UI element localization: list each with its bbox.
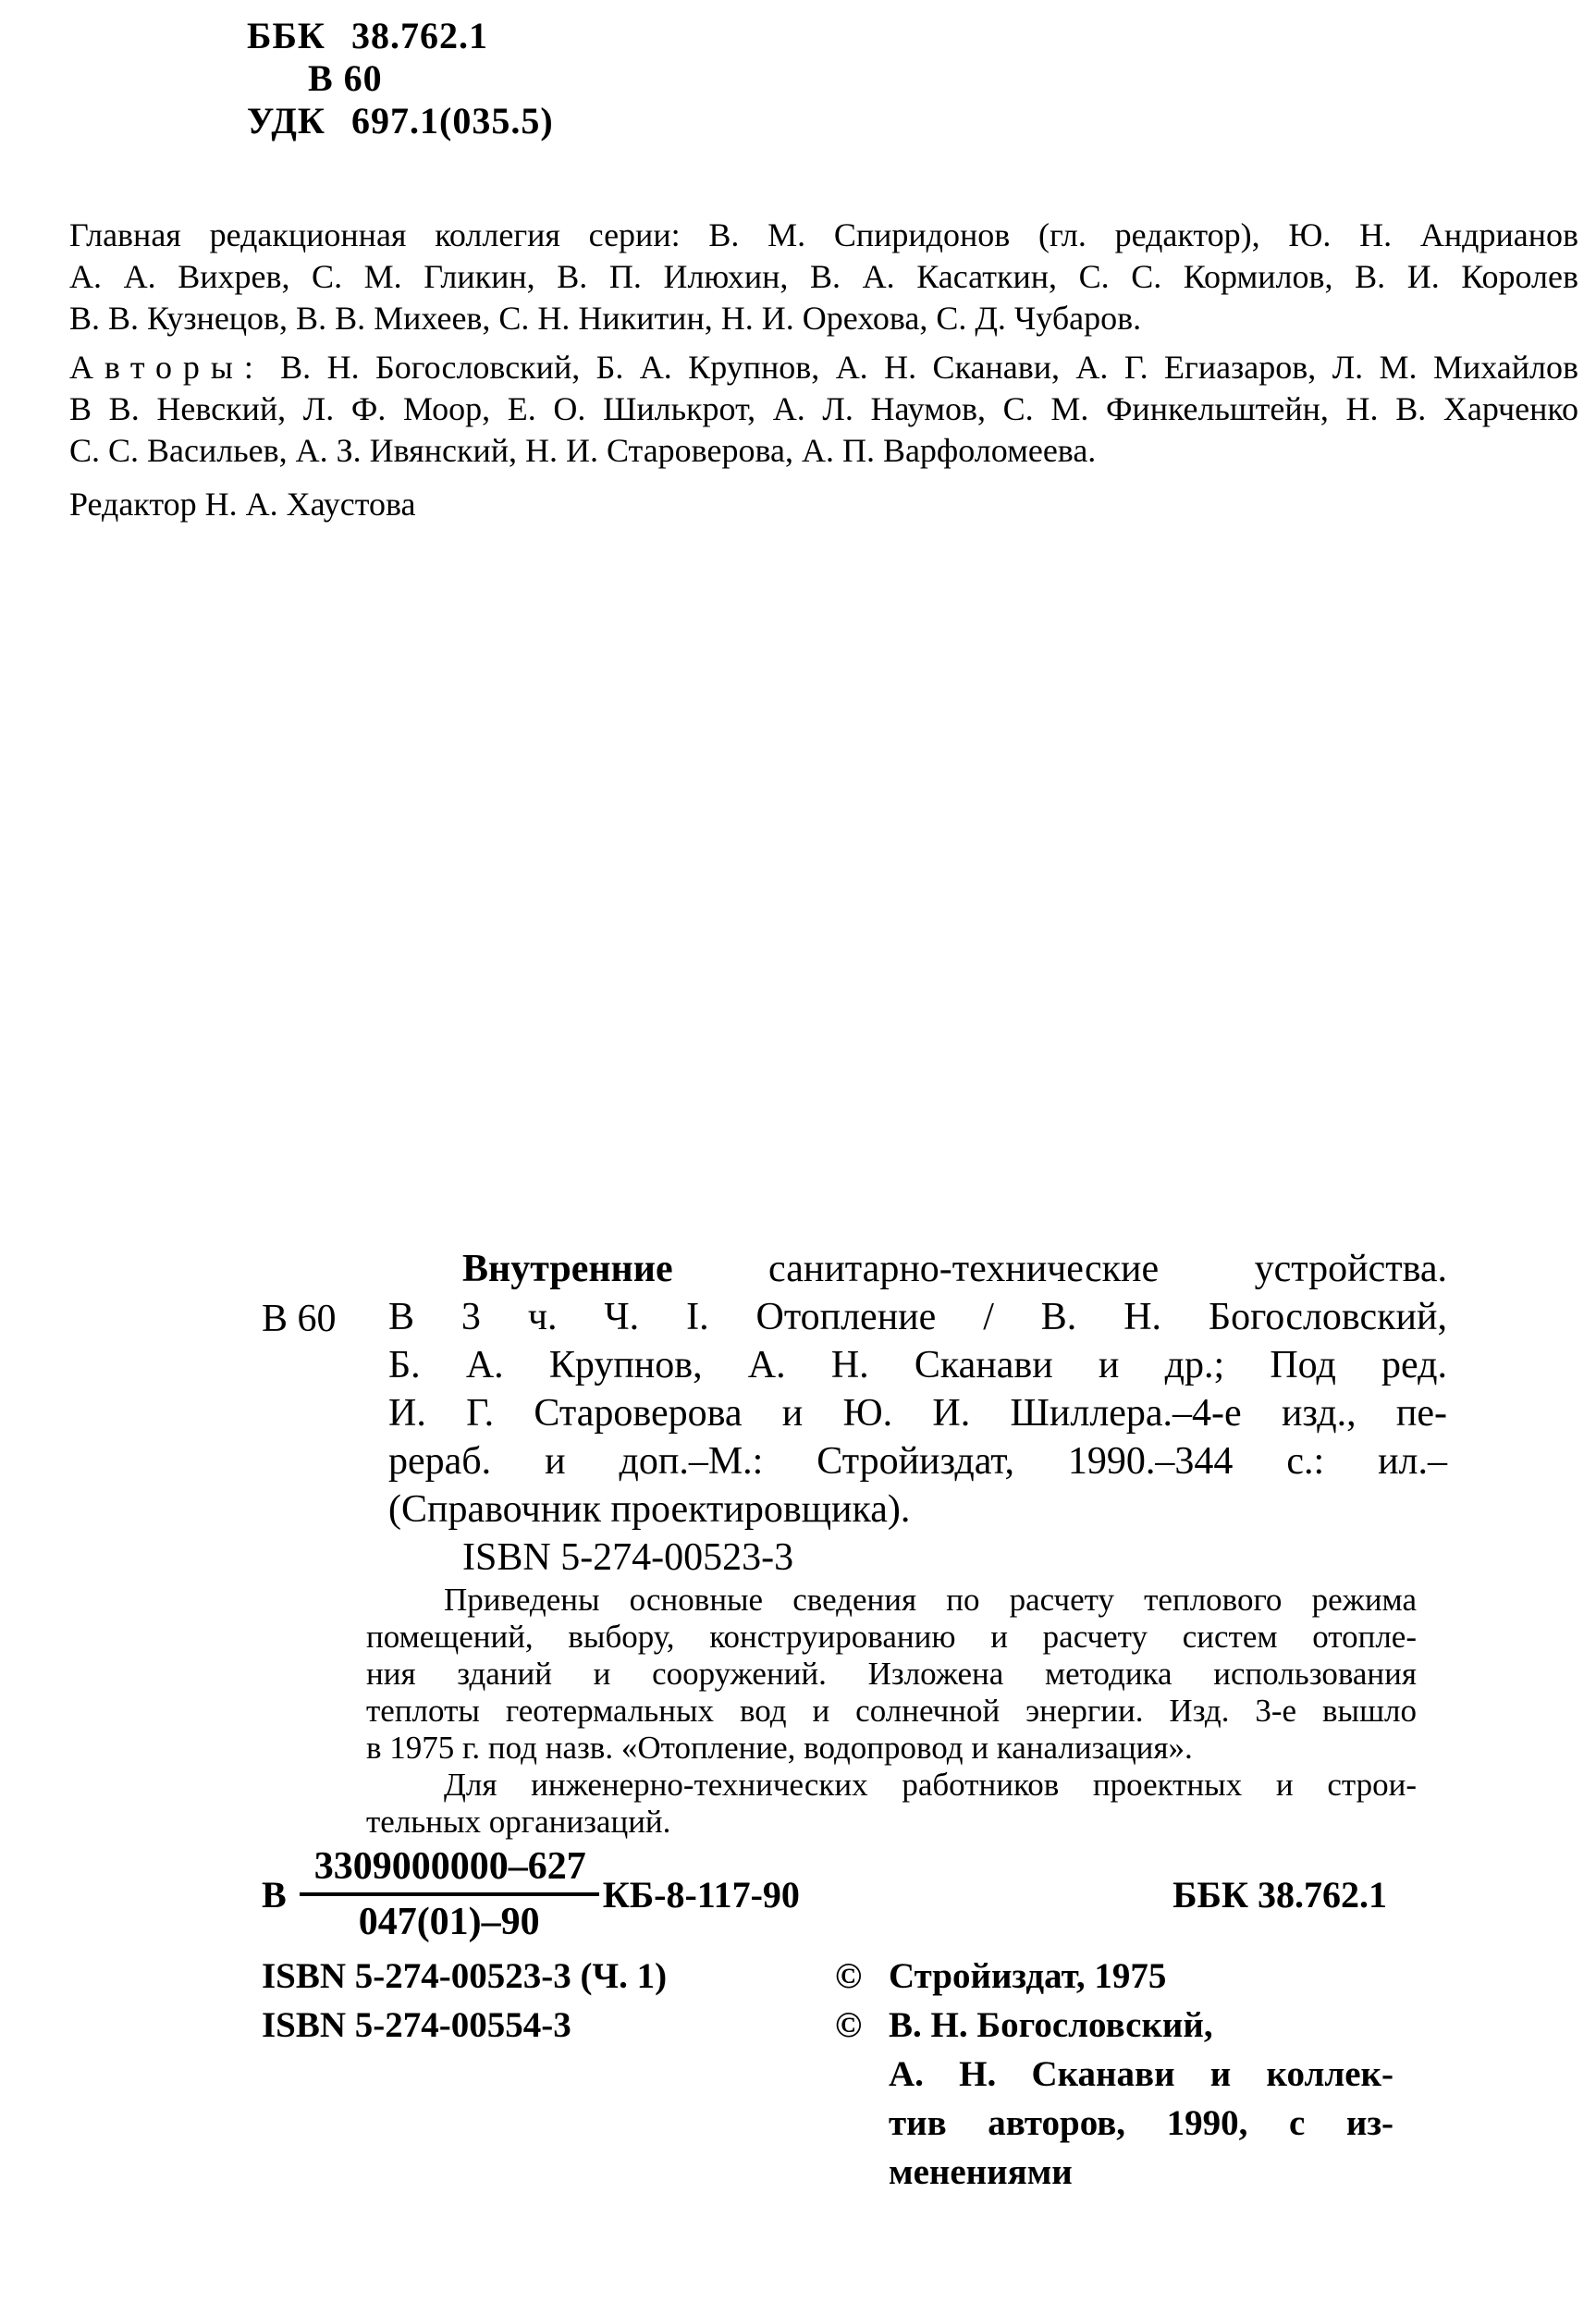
annotation-line: помещений, выбору, конструированию и расчету систем отопле- [366, 1619, 1417, 1655]
biblio-title-rest: санитарно-технические устройства. [672, 1248, 1447, 1290]
annotation-line: тельных организаций. [366, 1804, 671, 1840]
authors-line: С. С. Васильев, А. З. Ивянский, Н. И. Староверова, А. П. Варфоломеева. [69, 432, 1097, 469]
biblio-title-line [388, 1245, 1447, 1293]
bbk-code-line [247, 15, 554, 57]
copyright-holder-line: А. Н. Сканави и коллек- [889, 2054, 1393, 2094]
copyright-holder-line: менениями [889, 2152, 1073, 2192]
catalog-fraction [300, 1844, 599, 1944]
annotation-line: в 1975 г. под назв. «Отопление, водопровод и канализация». [366, 1730, 1193, 1766]
editor-credit: Редактор Н. А. Хаустова [69, 486, 416, 523]
editorial-board-line: А. А. Вихрев, С. М. Гликин, В. П. Илюхин, В. А. Касаткин, С. С. Кормилов, В. И. Королев [69, 258, 1578, 295]
annotation-line: теплоты геотермальных вод и солнечной энергии. Изд. 3-е вышло [366, 1693, 1417, 1729]
bbk-value: 38.762.1 [351, 15, 488, 56]
copyright-holder [889, 2001, 1393, 2197]
biblio-line: В 3 ч. Ч. I. Отопление / В. Н. Богословский, [388, 1296, 1447, 1338]
authors-line [69, 347, 1578, 388]
authors-names: В. Н. Богословский, Б. А. Крупнов, А. Н. Сканави, А. Г. Егиазаров, Л. М. Михайлов [264, 349, 1578, 386]
biblio-index-code: В 60 [262, 1298, 337, 1340]
biblio-line: (Справочник проектировщика). [388, 1488, 911, 1531]
copyright-block [835, 1952, 1393, 2197]
catalog-prefix: В [262, 1873, 287, 1916]
biblio-text [388, 1245, 1447, 1582]
udk-value: 697.1(035.5) [351, 100, 554, 142]
authors-line: В В. Невский, Л. Ф. Моор, Е. О. Шилькрот, А. Л. Наумов, С. М. Финкельштейн, Н. В. Харченко [69, 390, 1578, 427]
udk-code-line [247, 100, 554, 142]
editorial-board-line: Главная редакционная коллегия серии: В. М. Спиридонов (гл. редактор), Ю. Н. Андрианов [69, 216, 1578, 253]
copyright-entry [835, 1952, 1393, 2001]
isbn-line: ISBN 5-274-00523-3 (Ч. 1) [262, 1956, 668, 1996]
biblio-line: рераб. и доп.–М.: Стройиздат, 1990.–344 с.: ил.– [388, 1440, 1447, 1483]
catalog-numerator: 3309000000–627 [300, 1844, 599, 1896]
editorial-board-paragraph [69, 215, 1578, 339]
isbn-line: ISBN 5-274-00554-3 [262, 2005, 571, 2045]
bbk-code-repeat: ББК 38.762.1 [1172, 1873, 1387, 1916]
copyright-holder-line: тив авторов, 1990, с из- [889, 2103, 1393, 2143]
authors-label: Авторы: [69, 349, 264, 386]
annotation-line: Приведены основные сведения по расчету теплового режима [444, 1582, 1417, 1618]
copyright-holder: Стройиздат, 1975 [889, 1956, 1167, 1996]
udk-label: УДК [247, 100, 325, 142]
biblio-line: Б. А. Крупнов, А. Н. Сканави и др.; Под ред. [388, 1344, 1447, 1386]
bbk-label: ББК [247, 15, 325, 56]
copyright-icon: © [835, 1956, 863, 1996]
annotation-paragraph [366, 1582, 1417, 1841]
biblio-isbn: ISBN 5-274-00523-3 [462, 1536, 794, 1579]
authors-paragraph [69, 347, 1578, 472]
classification-codes [247, 15, 554, 142]
catalog-kb-code: КБ-8-117-90 [602, 1873, 800, 1916]
copyright-icon: © [835, 2005, 863, 2045]
copyright-entry [835, 2001, 1393, 2197]
biblio-line: И. Г. Староверова и Ю. И. Шиллера.–4-е изд., пе- [388, 1392, 1447, 1435]
editorial-board-line: В. В. Кузнецов, В. В. Михеев, С. Н. Никитин, Н. И. Орехова, С. Д. Чубаров. [69, 300, 1142, 337]
biblio-title-bold: Внутренние [462, 1248, 673, 1290]
author-index-code: В 60 [308, 57, 383, 99]
annotation-line: ния зданий и сооружений. Изложена методика использования [366, 1656, 1417, 1692]
annotation-line: Для инженерно-технических работников проектных и строи- [444, 1767, 1417, 1803]
catalog-number-block [262, 1844, 1596, 1944]
isbn-block [262, 1952, 667, 2050]
copyright-holder-line: В. Н. Богословский, [889, 2005, 1213, 2045]
catalog-denominator: 047(01)–90 [358, 1901, 540, 1943]
